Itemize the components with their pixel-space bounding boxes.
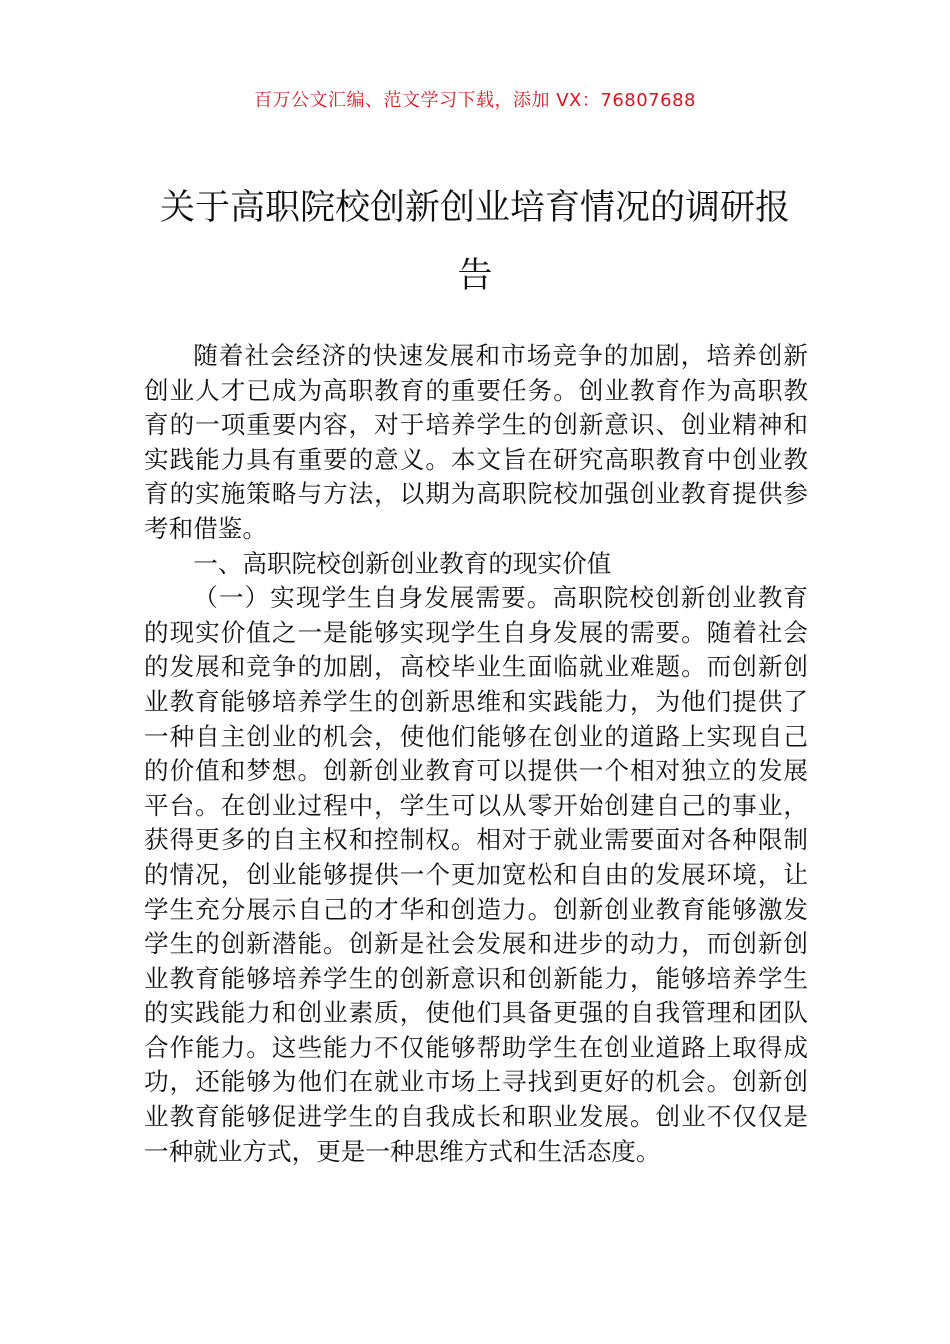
- document-title: 关于高职院校创新创业培育情况的调研报告: [159, 188, 790, 296]
- header-watermark-note: 百万公文汇编、范文学习下载，添加 VX：76807688: [254, 90, 696, 111]
- paragraph-intro: 随着社会经济的快速发展和市场竞争的加剧，培养创新创业人才已成为高职教育的重要任务。创业教育作为高职教育的一项重要内容，对于培养学生的创新意识、创业精神和实践能力具有重要的意义。本文旨在研究高职教育中创业教育的实施策略与方法，以期为高职院校加强创业教育提供参考和借鉴。: [144, 341, 808, 543]
- document-body: [144, 339, 808, 1169]
- paragraph-subsection-1: （一）实现学生自身发展需要。高职院校创新创业教育的现实价值之一是能够实现学生自身发展的需要。随着社会的发展和竞争的加剧，高校毕业生面临就业难题。而创新创业教育能够培养学生的创新思维和实践能力，为他们提供了一种自主创业的机会，使他们能够在创业的道路上实现自己的价值和梦想。创新创业教育可以提供一个相对独立的发展平台。在创业过程中，学生可以从零开始创建自己的事业，获得更多的自主权和控制权。相对于就业需要面对各种限制的情况，创业能够提供一个更加宽松和自由的发展环境，让学生充分展示自己的才华和创造力。创新创业教育能够激发学生的创新潜能。创新是社会发展和进步的动力，而创新创业教育能够培养学生的创新意识和创新能力，能够培养学生的实践能力和创业素质，使他们具备更强的自我管理和团队合作能力。这些能力不仅能够帮助学生在创业道路上取得成功，还能够为他们在就业市场上寻找到更好的机会。创新创业教育能够促进学生的自我成长和职业发展。创业不仅仅是一种就业方式，更是一种思维方式和生活态度。: [144, 583, 808, 1166]
- section-heading-1: 一、高职院校创新创业教育的现实价值: [193, 548, 612, 578]
